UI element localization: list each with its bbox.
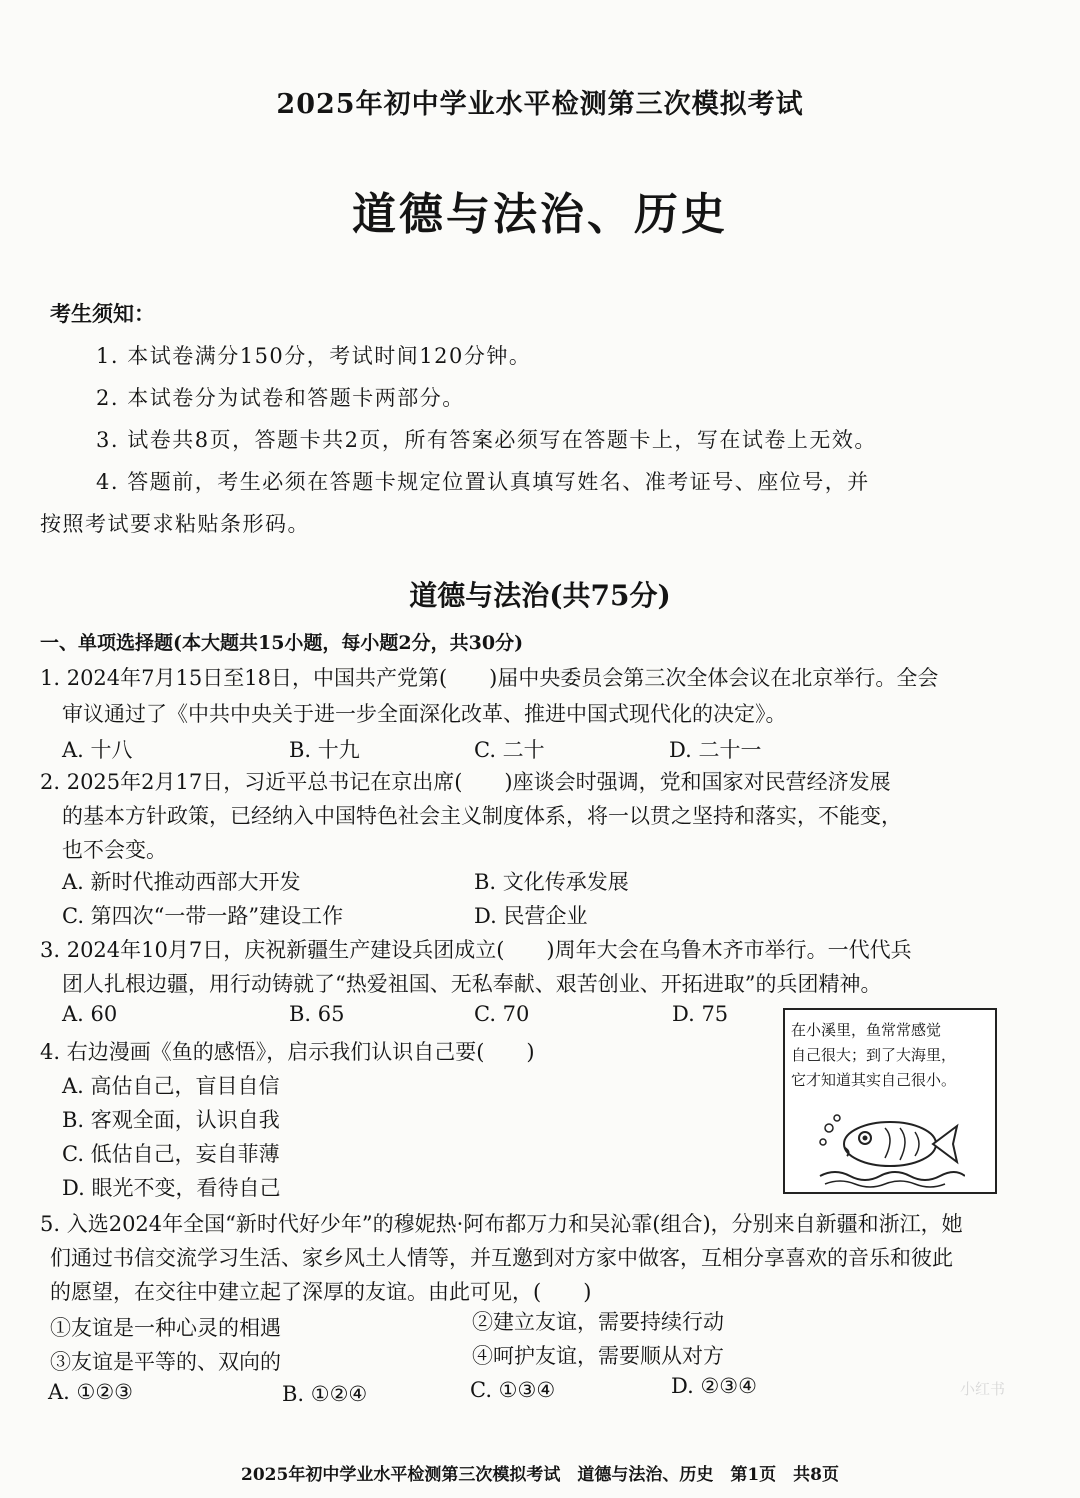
fish-drawing-icon <box>815 1098 965 1188</box>
notice-item: 3. 试卷共8页，答题卡共2页，所有答案必须写在答题卡上，写在试卷上无效。 <box>96 428 877 452</box>
watermark-logo: 小红书 <box>960 1380 1006 1398</box>
notice-item: 2. 本试卷分为试卷和答题卡两部分。 <box>96 386 465 410</box>
question-2-option: A. 新时代推动西部大开发 <box>62 870 301 894</box>
question-1-option: A. 十八 <box>62 738 133 762</box>
notice-item: 4. 答题前，考生必须在答题卡规定位置认真填写姓名、准考证号、座位号，并 <box>96 470 870 494</box>
question-3-line: 团人扎根边疆，用行动铸就了“热爱祖国、无私奉献、艰苦创业、开拓进取”的兵团精神。 <box>62 972 882 996</box>
page-footer: 2025年初中学业水平检测第三次模拟考试 道德与法治、历史 第1页 共8页 <box>241 1465 839 1485</box>
question-4-option: A. 高估自己，盲目自信 <box>62 1074 280 1098</box>
question-1-option: B. 十九 <box>289 738 360 762</box>
question-2-line: 的基本方针政策，已经纳入中国特色社会主义制度体系，将一以贯之坚持和落实，不能变， <box>62 804 902 828</box>
part-title: 一、单项选择题(本大题共15小题，每小题2分，共30分) <box>40 632 524 654</box>
question-3-option: B. 65 <box>289 1002 345 1026</box>
question-1-line: 1. 2024年7月15日至18日，中国共产党第( )届中央委员会第三次全体会议在北京举行。全会 <box>40 666 939 690</box>
question-4-line: 4. 右边漫画《鱼的感悟》，启示我们认识自己要( ) <box>40 1040 535 1064</box>
question-3-line: 3. 2024年10月7日，庆祝新疆生产建设兵团成立( )周年大会在乌鲁木齐市举行。一代代兵 <box>40 938 912 962</box>
question-5-option: B. ①②④ <box>282 1382 368 1406</box>
question-2-option: C. 第四次“一带一路”建设工作 <box>62 904 344 928</box>
question-5-line: 的愿望，在交往中建立起了深厚的友谊。由此可见，( ) <box>50 1280 592 1304</box>
question-5-option: C. ①③④ <box>470 1378 556 1402</box>
cartoon-caption-line: 自己很大；到了大海里， <box>791 1046 957 1064</box>
question-5-line: 们通过书信交流学习生活、家乡风土人情等，并互邀到对方家中做客，互相分享喜欢的音乐和彼此 <box>50 1246 953 1270</box>
question-5-statement: ②建立友谊，需要持续行动 <box>472 1310 724 1334</box>
question-2-line: 也不会变。 <box>62 838 167 862</box>
question-1-option: C. 二十 <box>474 738 545 762</box>
notice-item: 1. 本试卷满分150分，考试时间120分钟。 <box>96 344 532 368</box>
question-2-line: 2. 2025年2月17日，习近平总书记在京出席( )座谈会时强调，党和国家对民营经济发展 <box>40 770 891 794</box>
question-1-option: D. 二十一 <box>669 738 762 762</box>
cartoon-caption-line: 它才知道其实自己很小。 <box>791 1071 957 1089</box>
question-3-option: A. 60 <box>62 1002 118 1026</box>
question-4-option: C. 低估自己，妄自菲薄 <box>62 1142 280 1166</box>
question-5-option: A. ①②③ <box>48 1380 133 1404</box>
question-2-option: B. 文化传承发展 <box>474 870 629 894</box>
cartoon-caption <box>791 1018 989 1093</box>
question-2-option: D. 民营企业 <box>474 904 588 928</box>
question-5-statement: ④呵护友谊，需要顺从对方 <box>472 1344 724 1368</box>
question-5-line: 5. 入选2024年全国“新时代好少年”的穆妮热·阿布都万力和吴沁霏(组合)，分别来自新疆和浙江，她 <box>40 1212 963 1236</box>
question-3-option: C. 70 <box>474 1002 530 1026</box>
question-1-line: 审议通过了《中共中央关于进一步全面深化改革、推进中国式现代化的决定》。 <box>62 702 787 726</box>
notice-title: 考生须知： <box>50 301 155 326</box>
question-5-option: D. ②③④ <box>671 1374 757 1398</box>
question-5-statement: ①友谊是一种心灵的相遇 <box>50 1316 281 1340</box>
question-3-option: D. 75 <box>672 1002 729 1026</box>
notice-item: 按照考试要求粘贴条形码。 <box>40 512 310 536</box>
question-4-option: D. 眼光不变，看待自己 <box>62 1176 281 1200</box>
fish-cartoon <box>783 1008 997 1194</box>
question-5-statement: ③友谊是平等的、双向的 <box>50 1350 281 1374</box>
question-4-option: B. 客观全面，认识自我 <box>62 1108 280 1132</box>
exam-title: 2025年初中学业水平检测第三次模拟考试 <box>276 89 804 120</box>
cartoon-caption-line: 在小溪里，鱼常常感觉 <box>791 1021 942 1039</box>
subject-title: 道德与法治、历史 <box>352 189 728 240</box>
section-title: 道德与法治(共75分) <box>409 579 671 612</box>
